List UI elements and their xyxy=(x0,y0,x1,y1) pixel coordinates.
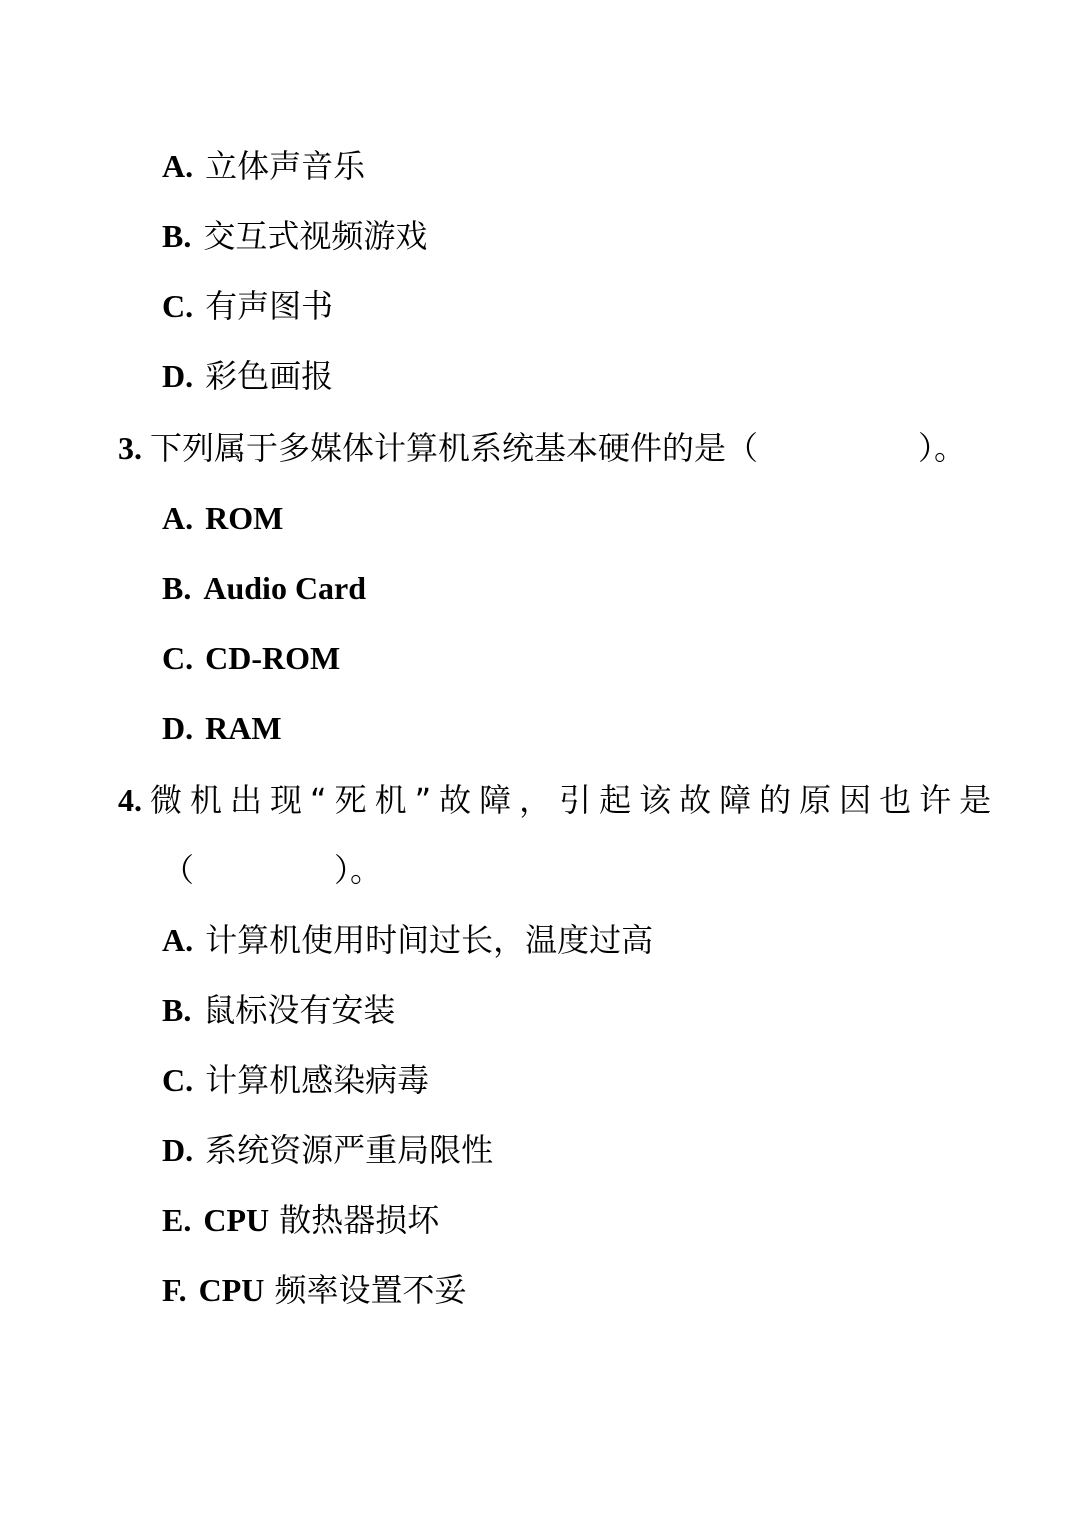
option-text: 计算机使用时间过长，温度过高 xyxy=(205,921,654,959)
q2-option-a xyxy=(162,146,365,186)
question-4-stem xyxy=(118,780,999,820)
q4-option-a xyxy=(162,920,653,960)
question-text-end: ）。 xyxy=(918,429,967,467)
q4-option-e xyxy=(162,1200,439,1240)
option-text: 有声图书 xyxy=(205,287,334,325)
option-text: Audio Card xyxy=(203,570,367,606)
option-label: C. xyxy=(162,1062,194,1098)
q3-option-a xyxy=(162,498,283,538)
question-number: 4. xyxy=(118,782,142,818)
question-3-stem xyxy=(118,428,966,468)
option-text: 频率设置不妥 xyxy=(274,1271,467,1309)
option-label: A. xyxy=(162,500,194,536)
option-text: 系统资源严重局限性 xyxy=(205,1131,494,1169)
q4-option-c xyxy=(162,1060,429,1100)
option-text: ROM xyxy=(205,500,284,536)
q4-option-d xyxy=(162,1130,493,1170)
option-label: D. xyxy=(162,710,194,746)
question-text: 下列属于多媒体计算机系统基本硬件的是（ xyxy=(150,429,759,467)
option-text: 立体声音乐 xyxy=(205,147,366,185)
q4-option-b xyxy=(162,990,395,1030)
close-paren: ）。 xyxy=(334,851,383,889)
q3-option-b xyxy=(162,568,366,608)
option-text: 散热器损坏 xyxy=(279,1201,440,1239)
option-label: F. xyxy=(162,1272,187,1308)
option-label: A. xyxy=(162,922,194,958)
option-label: D. xyxy=(162,1132,194,1168)
option-label: A. xyxy=(162,148,194,184)
option-text: 计算机感染病毒 xyxy=(205,1061,430,1099)
q2-option-b xyxy=(162,216,427,256)
option-text: RAM xyxy=(205,710,282,746)
option-label: C. xyxy=(162,640,194,676)
q3-option-c xyxy=(162,638,340,678)
question-number: 3. xyxy=(118,430,142,466)
option-prefix: CPU xyxy=(198,1272,265,1308)
option-text: 交互式视频游戏 xyxy=(203,217,428,255)
option-text: 彩色画报 xyxy=(205,357,334,395)
option-label: E. xyxy=(162,1202,192,1238)
option-text: 鼠标没有安装 xyxy=(203,991,396,1029)
option-label: B. xyxy=(162,218,192,254)
option-prefix: CPU xyxy=(203,1202,270,1238)
option-label: B. xyxy=(162,570,192,606)
option-label: D. xyxy=(162,358,194,394)
q4-option-f xyxy=(162,1270,467,1310)
question-4-stem-continued xyxy=(162,850,382,890)
question-text: 微机出现“死机”故障，引起该故障的原因也许是 xyxy=(150,781,1000,819)
q2-option-c xyxy=(162,286,333,326)
q2-option-d xyxy=(162,356,333,396)
q3-option-d xyxy=(162,708,282,748)
option-label: B. xyxy=(162,992,192,1028)
open-paren: （ xyxy=(162,851,195,889)
option-text: CD-ROM xyxy=(205,640,341,676)
option-label: C. xyxy=(162,288,194,324)
